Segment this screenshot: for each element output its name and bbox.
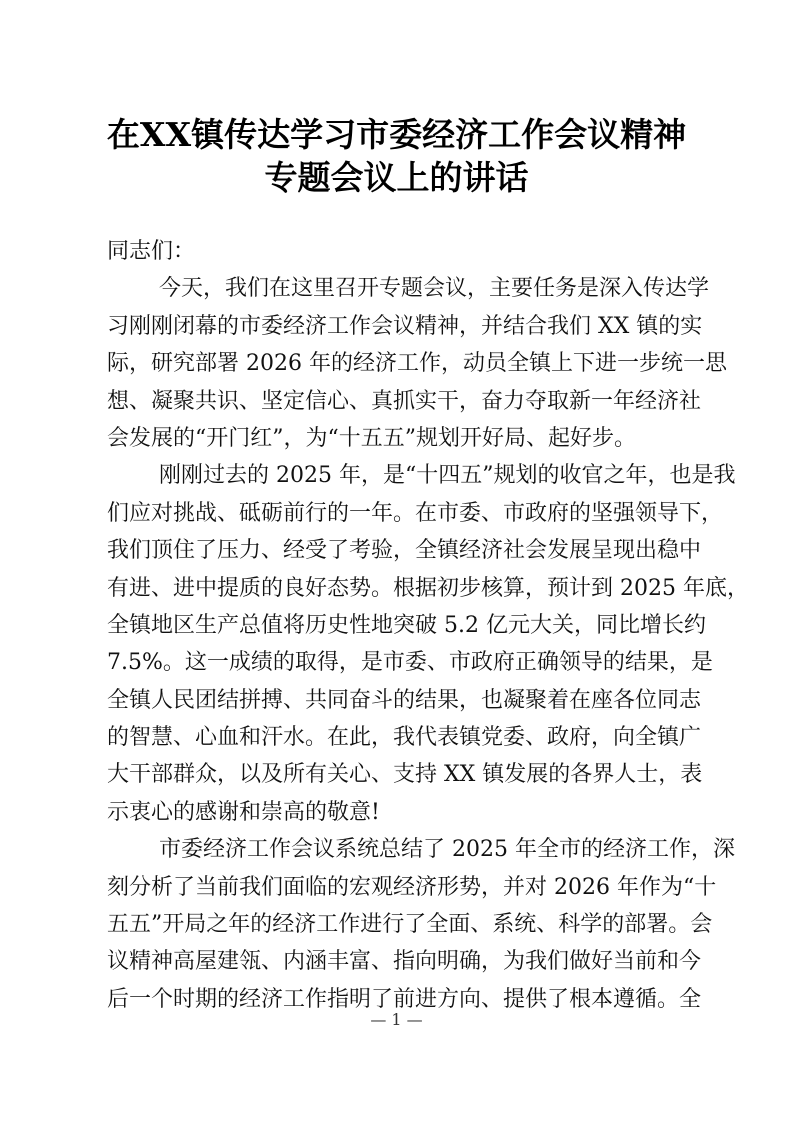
paragraph-line: 后一个时期的经济工作指明了前进方向、提供了根本遵循。全	[107, 986, 702, 1012]
paragraph-line: 们应对挑战、砥砺前行的一年。在市委、市政府的坚强领导下，	[107, 500, 724, 526]
document-title-line-1: 在XX镇传达学习市委经济工作会议精神	[106, 115, 687, 154]
paragraph-line: 有进、进中提质的良好态势。根据初步核算，预计到 2025 年底，	[107, 575, 749, 601]
paragraph-line: 市委经济工作会议系统总结了 2025 年全市的经济工作，深	[159, 837, 735, 863]
paragraph-line: 会发展的“开门红”，为“十五五”规划开好局、起好步。	[107, 425, 636, 451]
paragraph-line: 7.5%。这一成绩的取得，是市委、市政府正确领导的结果，是	[107, 650, 713, 676]
paragraph-line: 五五”开局之年的经济工作进行了全面、系统、科学的部署。会	[107, 912, 713, 938]
page-number: — 1 —	[370, 1010, 423, 1029]
paragraph-line: 刚刚过去的 2025 年，是“十四五”规划的收官之年，也是我	[159, 463, 736, 489]
paragraph-line: 全镇人民团结拼搏、共同奋斗的结果，也凝聚着在座各位同志	[107, 687, 702, 713]
paragraph	[107, 457, 749, 831]
paragraph-line: 示衷心的感谢和崇高的敬意!	[107, 799, 380, 825]
document-body	[107, 233, 749, 1018]
paragraph-line: 我们顶住了压力、经受了考验，全镇经济社会发展呈现出稳中	[107, 538, 702, 564]
document-title-line-2: 专题会议上的讲话	[264, 158, 529, 197]
paragraph-line: 今天，我们在这里召开专题会议，主要任务是深入传达学	[159, 276, 710, 302]
paragraph-line: 际，研究部署 2026 年的经济工作，动员全镇上下进一步统一思	[107, 351, 727, 377]
paragraph	[107, 270, 727, 457]
paragraph-line: 大干部群众，以及所有关心、支持 XX 镇发展的各界人士，表	[107, 762, 703, 788]
paragraph-line: 议精神高屋建瓴、内涵丰富、指向明确，为我们做好当前和今	[107, 949, 702, 975]
paragraph-line: 想、凝聚共识、坚定信心、真抓实干，奋力夺取新一年经济社	[107, 388, 702, 414]
paragraph-line: 的智慧、心血和汗水。在此，我代表镇党委、政府，向全镇广	[107, 725, 702, 751]
salutation: 同志们：	[107, 239, 196, 264]
paragraph-line: 习刚刚闭幕的市委经济工作会议精神，并结合我们 XX 镇的实	[107, 313, 703, 339]
paragraph	[107, 831, 735, 1018]
paragraph-line: 全镇地区生产总值将历史性地突破 5.2 亿元大关，同比增长约	[107, 612, 706, 638]
paragraph-line: 刻分析了当前我们面临的宏观经济形势，并对 2026 年作为“十	[107, 874, 717, 900]
